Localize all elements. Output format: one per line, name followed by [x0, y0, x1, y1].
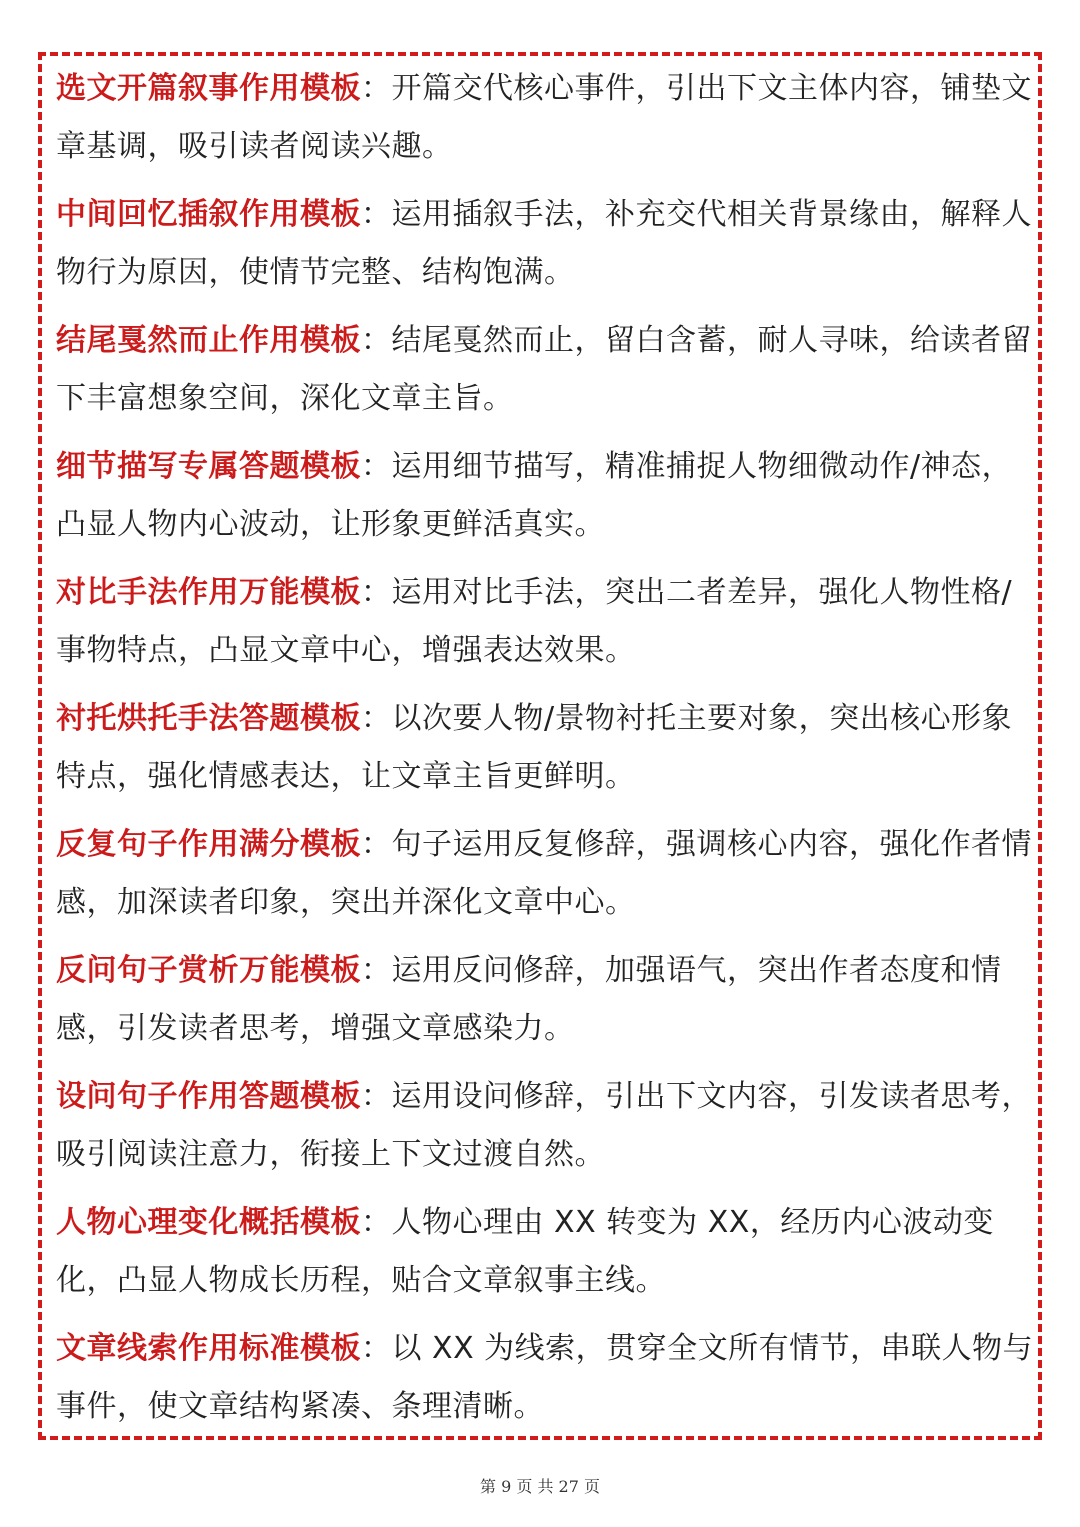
entry-text: 运用设问修辞，引出下文内容，引发读者思考，吸引阅读注意力，衔接上下文过渡自然。: [56, 1079, 1032, 1172]
entry-text: 运用插叙手法，补充交代相关背景缘由，解释人物行为原因，使情节完整、结构饱满。: [56, 197, 1032, 290]
template-entry: [56, 816, 1038, 942]
entry-text: 句子运用反复修辞，强调核心内容，强化作者情感，加深读者印象，突出并深化文章中心。: [56, 827, 1032, 920]
template-entry: [56, 438, 1038, 564]
template-entry: [56, 1320, 1038, 1446]
entry-separator: ：: [361, 197, 392, 232]
entry-title: 设问句子作用答题模板: [56, 1079, 361, 1114]
entry-title: 细节描写专属答题模板: [56, 449, 361, 484]
entry-title: 对比手法作用万能模板: [56, 575, 361, 610]
dashed-content-frame: [38, 52, 1042, 1440]
entry-title: 反问句子赏析万能模板: [56, 953, 361, 988]
template-entry: [56, 942, 1038, 1068]
template-entry: [56, 312, 1038, 438]
entry-text: 运用细节描写，精准捕捉人物细微动作/神态，凸显人物内心波动，让形象更鲜活真实。: [56, 449, 1013, 542]
template-entry: [56, 690, 1038, 816]
entry-text: 运用对比手法，突出二者差异，强化人物性格/事物特点，凸显文章中心，增强表达效果。: [56, 575, 1013, 668]
entry-text: 以次要人物/景物衬托主要对象，突出核心形象特点，强化情感表达，让文章主旨更鲜明。: [56, 701, 1013, 794]
template-entry: [56, 186, 1038, 312]
page-number-footer: 第 9 页 共 27 页: [480, 1477, 600, 1496]
entry-separator: ：: [361, 701, 392, 736]
template-entry: [56, 1194, 1038, 1320]
template-entry: [56, 564, 1038, 690]
entry-text: 以 XX 为线索，贯穿全文所有情节，串联人物与事件，使文章结构紧凑、条理清晰。: [56, 1331, 1034, 1424]
entry-title: 人物心理变化概括模板: [56, 1205, 361, 1240]
entry-title: 中间回忆插叙作用模板: [56, 197, 361, 232]
entry-separator: ：: [361, 1331, 392, 1366]
entry-text: 开篇交代核心事件，引出下文主体内容，铺垫文章基调，吸引读者阅读兴趣。: [56, 71, 1032, 164]
template-entry: [56, 60, 1038, 186]
entry-text: 运用反问修辞，加强语气，突出作者态度和情感，引发读者思考，增强文章感染力。: [56, 953, 1002, 1046]
entry-separator: ：: [361, 1205, 392, 1240]
entry-separator: ：: [361, 323, 392, 358]
entry-title: 选文开篇叙事作用模板: [56, 71, 361, 106]
entry-separator: ：: [361, 71, 392, 106]
entry-separator: ：: [361, 449, 392, 484]
entry-text: 结尾戛然而止，留白含蓄，耐人寻味，给读者留下丰富想象空间，深化文章主旨。: [56, 323, 1032, 416]
entry-title: 文章线索作用标准模板: [56, 1331, 361, 1366]
entry-text: 人物心理由 XX 转变为 XX，经历内心波动变化，凸显人物成长历程，贴合文章叙事主线。: [56, 1205, 994, 1298]
template-list: [56, 60, 1038, 1446]
entry-separator: ：: [361, 827, 392, 862]
entry-title: 结尾戛然而止作用模板: [56, 323, 361, 358]
template-entry: [56, 1068, 1038, 1194]
entry-separator: ：: [361, 575, 392, 610]
entry-separator: ：: [361, 1079, 392, 1114]
entry-title: 反复句子作用满分模板: [56, 827, 361, 862]
entry-title: 衬托烘托手法答题模板: [56, 701, 361, 736]
entry-separator: ：: [361, 953, 392, 988]
